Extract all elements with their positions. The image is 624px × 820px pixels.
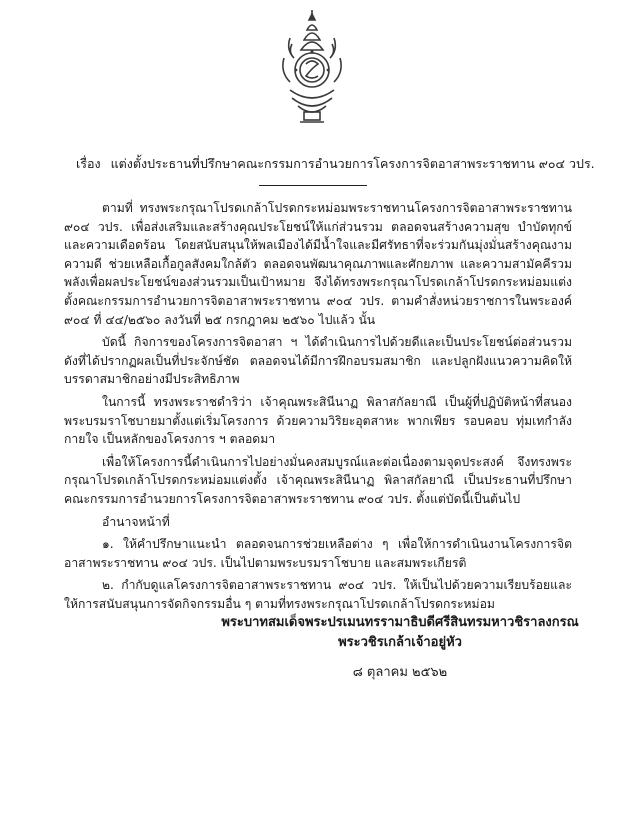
document-date: ๘ ตุลาคม ๒๕๖๒ [352, 665, 448, 680]
subject-divider [259, 185, 367, 186]
duty-item-1: ๑. ให้คำปรึกษาแนะนำ ตลอดจนการช่วยเหลือต่าง ๆ เพื่อให้การดำเนินงานโครงการจิตอาสาพระราชทาน ๙๐๔ วปร. เป็นไปตามพระบรมราโชบาย และสมพระเกียรติ [64, 537, 572, 570]
paragraph-progress: บัดนี้ กิจการของโครงการจิตอาสา ฯ ได้ดำเนินการไปด้วยดีและเป็นประโยชน์ต่อส่วนรวม ดังที่ได้ปรากฏผลเป็นที่ประจักษ์ชัด ตลอดจนได้มีการฝึกอบรมสมาชิก และปลูกฝังแนวความคิดให้บรรดาสมาชิกอย่างมีประสิทธิภาพ [64, 335, 572, 387]
paragraph-consideration: ในการนี้ ทรงพระราชดำริว่า เจ้าคุณพระสินีนาฏ พิลาสกัลยาณี เป็นผู้ที่ปฏิบัติหน้าที่สนองพระบรมราโชบายมาตั้งแต่เริ่มโครงการ ด้วยความวิริยะอุตสาหะ พากเพียร รอบคอบ ทุ่มเทกำลังกายใจ เป็นหลักของโครงการ ฯ ตลอดมา [64, 394, 572, 447]
royal-emblem-icon [276, 8, 348, 126]
duty-item-2: ๒. กำกับดูแลโครงการจิตอาสาพระราชทาน ๙๐๔ วปร. ให้เป็นไปด้วยความเรียบร้อยและให้การสนับสนุนการจัดกิจกรรมอื่น ๆ ตามที่ทรงพระกรุณาโปรดเกล้าโปรดกระหม่อม [64, 578, 572, 611]
document-body [64, 199, 572, 613]
signature-block [200, 613, 600, 653]
paragraph-intro: ตามที่ ทรงพระกรุณาโปรดเกล้าโปรดกระหม่อมพระราชทานโครงการจิตอาสาพระราชทาน ๙๐๔ วปร. เพื่อส่งเสริมและสร้างคุณประโยชน์ให้แก่ส่วนรวม ตลอดจนสร้างความสุข บำบัดทุกข์ และความเดือดร้อน โดยสนับสนุนให้พลเมืองได้มีน้ำใจและมีศรัทธาที่จะร่วมกันมุ่งมั่นสร้างคุณงามความดี ช่วยเหลือเกื้อกูลสังคมใกล้ตัว ตลอดจนพัฒนาคุณภาพและศักยภาพ และความสามัคคีรวมพลังเพื่อผลประโยชน์ของส่วนรวมเป็นเป้าหมาย จึงได้ทรงพระกรุณาโปรดเกล้าโปรดกระหม่อมแต่งตั้งคณะกรรมการอำนวยการจิตอาสาพระราชทาน ๙๐๔ วปร. ตามคำสั่งหน่วยราชการในพระองค์ ๙๐๔ ที่ ๔๔/๒๕๖๐ ลงวันที่ ๒๕ กรกฎาคม ๒๕๖๐ ไปแล้ว นั้น [64, 201, 572, 327]
subject-text: แต่งตั้งประธานที่ปรึกษาคณะกรรมการอำนวยการโครงการจิตอาสาพระราชทาน ๙๐๔ วปร. [110, 156, 595, 171]
royal-emblem-graphic [276, 8, 348, 126]
duties-heading: อำนาจหน้าที่ [102, 514, 170, 529]
paragraph-appointment: เพื่อให้โครงการนี้ดำเนินการไปอย่างมั่นคงสมบูรณ์และต่อเนื่องตามจุดประสงค์ จึงทรงพระกรุณาโปรดเกล้าโปรดกระหม่อมแต่งตั้ง เจ้าคุณพระสินีนาฏ พิลาสกัลยาณี เป็นประธานที่ปรึกษาคณะกรรมการอำนวยการโครงการจิตอาสาพระราชทาน ๙๐๔ วปร. ตั้งแต่บัดนี้เป็นต้นไป [64, 454, 572, 506]
subject-label: เรื่อง [76, 156, 101, 171]
subject-line [76, 156, 596, 172]
signer-name-line-1: พระบาทสมเด็จพระปรเมนทรรามาธิบดีศรีสินทรมหาวชิราลงกรณ [221, 615, 579, 630]
signer-name-line-2: พระวชิรเกล้าเจ้าอยู่หัว [338, 635, 462, 650]
